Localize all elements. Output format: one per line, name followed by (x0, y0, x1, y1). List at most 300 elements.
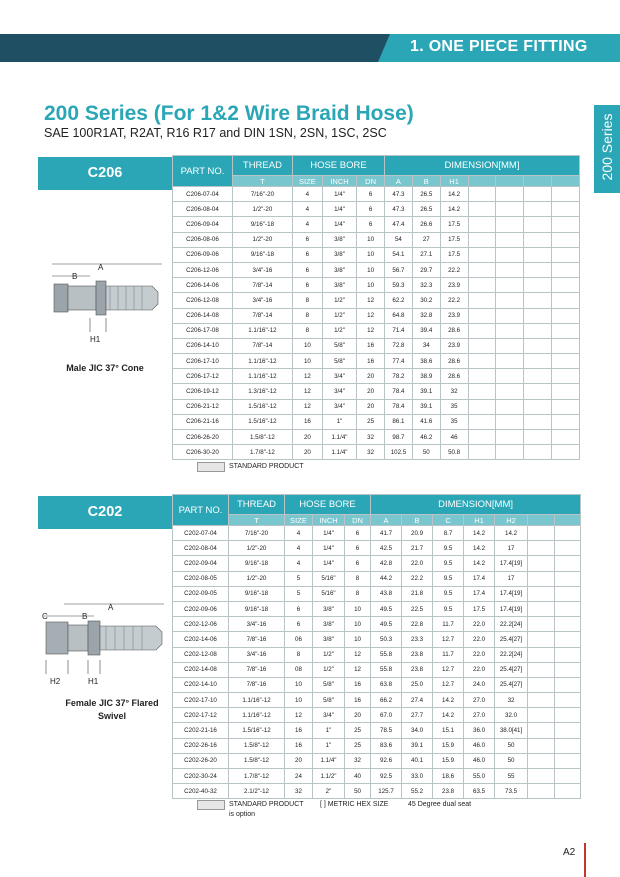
cell-h2: 73.5 (495, 784, 528, 799)
cell-empty (528, 617, 555, 632)
cell-dn: 12 (357, 293, 385, 308)
cell-thread: 1.1/16"-12 (229, 708, 285, 723)
cell-part-no: C206-26-20 (173, 430, 233, 445)
cell-dn: 6 (345, 541, 371, 556)
cell-part-no: C202-40-32 (173, 784, 229, 799)
cell-part-no: C202-14-06 (173, 632, 229, 647)
cell-empty (555, 647, 581, 662)
cell-h1: 35 (440, 399, 468, 414)
cell-h2: 17 (495, 571, 528, 586)
cell-size: 4 (292, 202, 322, 217)
cell-empty (496, 187, 524, 202)
cell-empty (524, 430, 552, 445)
cell-inch: 1/2" (313, 647, 345, 662)
cell-size: 6 (285, 617, 313, 632)
cell-dn: 16 (345, 693, 371, 708)
cell-part-no: C206-12-08 (173, 293, 233, 308)
cell-c: 9.5 (433, 571, 464, 586)
cell-thread: 3/4"-16 (232, 262, 292, 277)
cell-empty (528, 647, 555, 662)
cell-h1: 28.6 (440, 369, 468, 384)
cell-inch: 1.1/4" (322, 430, 356, 445)
cell-inch: 1" (322, 414, 356, 429)
cell-size: 20 (292, 430, 322, 445)
side-series-tab (594, 105, 620, 193)
c206-fitting-name: Male JIC 37° Cone (66, 363, 144, 373)
cell-c: 14.2 (433, 693, 464, 708)
cell-h2: 32.0 (495, 708, 528, 723)
c206-spec-table (172, 155, 580, 460)
cell-part-no: C206-09-06 (173, 247, 233, 262)
cell-size: 6 (292, 247, 322, 262)
cell-inch: 3/4" (322, 384, 356, 399)
cell-empty (551, 399, 579, 414)
cell-empty (524, 232, 552, 247)
cell-size: 16 (285, 738, 313, 753)
cell-part-no: C202-26-16 (173, 738, 229, 753)
cell-empty (551, 187, 579, 202)
cell-dn: 20 (357, 384, 385, 399)
c206-header-dimension: DIMENSION[MM] (385, 156, 580, 176)
c206-header-hose-bore: HOSE BORE (292, 156, 384, 176)
cell-dn: 10 (345, 601, 371, 616)
c202-dim-h1: H1 (88, 677, 99, 686)
cell-b: 20.9 (402, 526, 433, 541)
cell-dn: 8 (345, 586, 371, 601)
cell-empty (551, 414, 579, 429)
cell-size: 12 (292, 399, 322, 414)
cell-size: 24 (285, 769, 313, 784)
cell-b: 30.2 (412, 293, 440, 308)
cell-dn: 16 (345, 677, 371, 692)
cell-part-no: C206-08-04 (173, 202, 233, 217)
cell-inch: 5/8" (322, 338, 356, 353)
cell-b: 55.2 (402, 784, 433, 799)
cell-b: 27 (412, 232, 440, 247)
cell-b: 39.1 (402, 738, 433, 753)
cell-part-no: C206-09-04 (173, 217, 233, 232)
cell-c: 15.1 (433, 723, 464, 738)
cell-empty (528, 526, 555, 541)
cell-dn: 25 (357, 414, 385, 429)
cell-a: 62.2 (385, 293, 413, 308)
cell-a: 78.5 (371, 723, 402, 738)
cell-size: 16 (292, 414, 322, 429)
cell-dn: 6 (357, 187, 385, 202)
cell-thread: 1.5/8"-12 (229, 738, 285, 753)
cell-empty (528, 784, 555, 799)
cell-part-no: C206-17-08 (173, 323, 233, 338)
side-tab-label: 200 Series (599, 113, 615, 181)
cell-empty (551, 232, 579, 247)
cell-b: 21.7 (402, 541, 433, 556)
cell-a: 92.6 (371, 753, 402, 768)
cell-a: 54 (385, 232, 413, 247)
cell-inch: 5/8" (322, 354, 356, 369)
cell-b: 23.8 (402, 647, 433, 662)
c202-header-size: SIZE (285, 515, 313, 526)
cell-size: 6 (292, 262, 322, 277)
table-row (173, 369, 580, 384)
c206-code-box: C206 (38, 157, 172, 190)
cell-h1: 22.0 (464, 647, 495, 662)
cell-h1: 22.0 (464, 632, 495, 647)
c202-header-t: T (229, 515, 285, 526)
cell-empty (528, 632, 555, 647)
cell-inch: 1/4" (322, 217, 356, 232)
cell-h2: 25.4[27] (495, 662, 528, 677)
cell-h1: 46 (440, 430, 468, 445)
cell-dn: 16 (357, 354, 385, 369)
cell-a: 92.5 (371, 769, 402, 784)
cell-empty (468, 445, 496, 460)
cell-part-no: C206-12-06 (173, 262, 233, 277)
cell-inch: 1.1/4" (313, 753, 345, 768)
cell-b: 23.8 (402, 662, 433, 677)
cell-empty (528, 769, 555, 784)
c202-dim-h2: H2 (50, 677, 61, 686)
cell-h1: 23.9 (440, 278, 468, 293)
cell-empty (496, 293, 524, 308)
table-row (173, 617, 581, 632)
c202-fitting-drawing (38, 598, 170, 688)
cell-part-no: C202-26-20 (173, 753, 229, 768)
cell-empty (555, 571, 581, 586)
cell-c: 15.9 (433, 738, 464, 753)
cell-empty (555, 693, 581, 708)
cell-a: 49.5 (371, 601, 402, 616)
cell-part-no: C202-09-06 (173, 601, 229, 616)
cell-empty (551, 430, 579, 445)
cell-h1: 17.5 (440, 217, 468, 232)
cell-empty (496, 217, 524, 232)
cell-b: 23.3 (402, 632, 433, 647)
cell-empty (524, 338, 552, 353)
cell-empty (551, 308, 579, 323)
cell-inch: 1" (313, 723, 345, 738)
cell-thread: 3/4"-16 (229, 617, 285, 632)
cell-h1: 35 (440, 414, 468, 429)
cell-b: 32.3 (412, 278, 440, 293)
table-row (173, 384, 580, 399)
cell-part-no: C206-19-12 (173, 384, 233, 399)
cell-empty (528, 738, 555, 753)
cell-empty (496, 430, 524, 445)
cell-part-no: C202-09-04 (173, 556, 229, 571)
c202-legend-seat: 45 Degree dual seat (408, 801, 472, 808)
cell-thread: 7/8"-14 (232, 308, 292, 323)
cell-b: 33.0 (402, 769, 433, 784)
cell-inch: 1/2" (313, 662, 345, 677)
cell-h2: 38.0[41] (495, 723, 528, 738)
c202-dim-a: A (108, 603, 114, 612)
cell-empty (468, 232, 496, 247)
cell-b: 27.4 (402, 693, 433, 708)
cell-h1: 17.5 (464, 601, 495, 616)
table-row (173, 430, 580, 445)
cell-empty (555, 662, 581, 677)
cell-empty (551, 369, 579, 384)
cell-inch: 3/4" (322, 399, 356, 414)
cell-thread: 7/16"-20 (229, 526, 285, 541)
cell-c: 15.9 (433, 753, 464, 768)
cell-size: 12 (285, 708, 313, 723)
cell-h2: 22.2[24] (495, 647, 528, 662)
cell-dn: 10 (357, 247, 385, 262)
c202-header-dn: DN (345, 515, 371, 526)
c202-legend-note: is option (229, 811, 256, 818)
table-row (173, 354, 580, 369)
cell-inch: 1.1/4" (322, 445, 356, 460)
cell-size: 20 (292, 445, 322, 460)
cell-size: 8 (292, 308, 322, 323)
cell-b: 41.6 (412, 414, 440, 429)
cell-empty (524, 323, 552, 338)
cell-h1: 17.4 (464, 586, 495, 601)
table-row (173, 202, 580, 217)
cell-part-no: C202-17-10 (173, 693, 229, 708)
cell-h1: 22.0 (464, 662, 495, 677)
cell-inch: 1/2" (322, 308, 356, 323)
cell-dn: 6 (345, 556, 371, 571)
c206-header-b: B (412, 176, 440, 187)
c202-spec-table (172, 494, 581, 799)
cell-thread: 1.3/16"-12 (232, 384, 292, 399)
cell-empty (551, 384, 579, 399)
cell-empty (528, 571, 555, 586)
table-row (173, 526, 581, 541)
cell-dn: 10 (345, 617, 371, 632)
table-row (173, 753, 581, 768)
cell-inch: 3/8" (322, 232, 356, 247)
cell-empty (524, 445, 552, 460)
cell-inch: 1/4" (313, 556, 345, 571)
cell-h1: 14.2 (464, 541, 495, 556)
cell-h2: 32 (495, 693, 528, 708)
cell-size: 8 (292, 323, 322, 338)
cell-a: 77.4 (385, 354, 413, 369)
cell-empty (524, 202, 552, 217)
cell-inch: 3/4" (313, 708, 345, 723)
cell-dn: 20 (357, 369, 385, 384)
cell-a: 47.4 (385, 217, 413, 232)
cell-size: 06 (285, 632, 313, 647)
cell-a: 59.3 (385, 278, 413, 293)
cell-a: 63.8 (371, 677, 402, 692)
cell-empty (468, 247, 496, 262)
cell-empty (524, 262, 552, 277)
cell-empty (528, 541, 555, 556)
cell-empty (468, 217, 496, 232)
cell-h2: 50 (495, 753, 528, 768)
table-row (173, 414, 580, 429)
table-row (173, 586, 581, 601)
cell-empty (496, 369, 524, 384)
cell-part-no: C202-14-08 (173, 662, 229, 677)
c206-header-inch: INCH (322, 176, 356, 187)
cell-thread: 1.5/8"-12 (232, 430, 292, 445)
cell-b: 21.8 (402, 586, 433, 601)
c206-legend-swatch (197, 462, 225, 472)
table-row (173, 556, 581, 571)
cell-empty (496, 247, 524, 262)
page-number-rule (584, 843, 586, 877)
cell-empty (468, 187, 496, 202)
cell-h1: 14.2 (440, 202, 468, 217)
cell-h1: 55.0 (464, 769, 495, 784)
cell-empty (496, 262, 524, 277)
cell-h1: 24.0 (464, 677, 495, 692)
cell-h2: 22.2[24] (495, 617, 528, 632)
cell-inch: 5/8" (313, 693, 345, 708)
c202-header-h1: H1 (464, 515, 495, 526)
cell-empty (524, 293, 552, 308)
cell-h2: 50 (495, 738, 528, 753)
cell-inch: 1/2" (322, 293, 356, 308)
cell-h2: 17 (495, 541, 528, 556)
table-row (173, 399, 580, 414)
cell-a: 44.2 (371, 571, 402, 586)
cell-a: 55.8 (371, 647, 402, 662)
cell-c: 9.5 (433, 556, 464, 571)
cell-empty (468, 369, 496, 384)
cell-empty (468, 354, 496, 369)
cell-c: 8.7 (433, 526, 464, 541)
table-row (173, 738, 581, 753)
cell-empty (496, 323, 524, 338)
c206-header-h1: H1 (440, 176, 468, 187)
cell-b: 50 (412, 445, 440, 460)
cell-size: 5 (285, 586, 313, 601)
cell-dn: 50 (345, 784, 371, 799)
cell-empty (528, 753, 555, 768)
cell-h2: 17.4[19] (495, 586, 528, 601)
c206-dim-a: A (98, 263, 104, 272)
cell-thread: 9/16"-18 (232, 217, 292, 232)
cell-c: 11.7 (433, 647, 464, 662)
cell-c: 9.5 (433, 586, 464, 601)
cell-h1: 28.6 (440, 354, 468, 369)
cell-size: 12 (292, 384, 322, 399)
cell-a: 72.8 (385, 338, 413, 353)
table-row (173, 708, 581, 723)
cell-a: 67.0 (371, 708, 402, 723)
cell-empty (528, 556, 555, 571)
c202-fitting-name: Female JIC 37° Flared Swivel (65, 698, 159, 721)
cell-empty (524, 369, 552, 384)
cell-empty (551, 217, 579, 232)
cell-dn: 25 (345, 738, 371, 753)
cell-thread: 1.5/8"-12 (229, 753, 285, 768)
c206-table-body (173, 187, 580, 460)
cell-empty (468, 414, 496, 429)
cell-empty (468, 338, 496, 353)
cell-b: 26.6 (412, 217, 440, 232)
cell-h1: 17.4 (464, 571, 495, 586)
c206-header-dn: DN (357, 176, 385, 187)
cell-empty (524, 217, 552, 232)
cell-h1: 14.2 (464, 556, 495, 571)
cell-size: 6 (292, 232, 322, 247)
cell-part-no: C202-07-04 (173, 526, 229, 541)
cell-empty (528, 693, 555, 708)
table-row (173, 262, 580, 277)
cell-size: 16 (285, 723, 313, 738)
cell-thread: 7/8"-14 (232, 338, 292, 353)
cell-empty (551, 338, 579, 353)
cell-size: 4 (292, 187, 322, 202)
cell-empty (551, 278, 579, 293)
cell-a: 71.4 (385, 323, 413, 338)
cell-part-no: C202-09-05 (173, 586, 229, 601)
cell-b: 22.8 (402, 617, 433, 632)
cell-h1: 17.5 (440, 232, 468, 247)
cell-h1: 36.0 (464, 723, 495, 738)
cell-empty (524, 247, 552, 262)
cell-size: 4 (285, 526, 313, 541)
c202-dim-b: B (82, 612, 88, 621)
c202-header-b: B (402, 515, 433, 526)
cell-thread: 3/4"-16 (232, 293, 292, 308)
cell-a: 64.8 (385, 308, 413, 323)
cell-dn: 10 (357, 232, 385, 247)
cell-b: 38.6 (412, 354, 440, 369)
cell-part-no: C202-12-08 (173, 647, 229, 662)
cell-empty (555, 738, 581, 753)
cell-size: 20 (285, 753, 313, 768)
cell-b: 22.2 (402, 571, 433, 586)
c202-header-inch: INCH (313, 515, 345, 526)
cell-a: 42.8 (371, 556, 402, 571)
table-row (173, 662, 581, 677)
table-row (173, 784, 581, 799)
cell-b: 34 (412, 338, 440, 353)
c202-header-c: C (433, 515, 464, 526)
cell-thread: 9/16"-18 (229, 556, 285, 571)
cell-part-no: C202-08-04 (173, 541, 229, 556)
cell-empty (555, 723, 581, 738)
cell-empty (555, 556, 581, 571)
cell-size: 8 (292, 293, 322, 308)
cell-empty (551, 202, 579, 217)
cell-dn: 8 (345, 571, 371, 586)
cell-dn: 20 (357, 399, 385, 414)
cell-h1: 27.0 (464, 693, 495, 708)
cell-a: 41.7 (371, 526, 402, 541)
cell-inch: 1/2" (322, 323, 356, 338)
cell-dn: 16 (357, 338, 385, 353)
cell-empty (551, 354, 579, 369)
cell-size: 4 (285, 556, 313, 571)
cell-empty (551, 293, 579, 308)
cell-thread: 2.1/2"-12 (229, 784, 285, 799)
cell-inch: 1.1/2" (313, 769, 345, 784)
cell-dn: 12 (345, 662, 371, 677)
cell-inch: 3/8" (322, 278, 356, 293)
cell-inch: 1" (313, 738, 345, 753)
cell-dn: 10 (357, 262, 385, 277)
cell-a: 83.6 (371, 738, 402, 753)
cell-dn: 6 (345, 526, 371, 541)
cell-size: 6 (285, 601, 313, 616)
c202-header-part-no: PART NO. (173, 495, 229, 526)
cell-empty (528, 708, 555, 723)
cell-part-no: C206-17-10 (173, 354, 233, 369)
cell-c: 12.7 (433, 632, 464, 647)
cell-inch: 1/4" (313, 526, 345, 541)
cell-part-no: C202-17-12 (173, 708, 229, 723)
cell-b: 27.1 (412, 247, 440, 262)
